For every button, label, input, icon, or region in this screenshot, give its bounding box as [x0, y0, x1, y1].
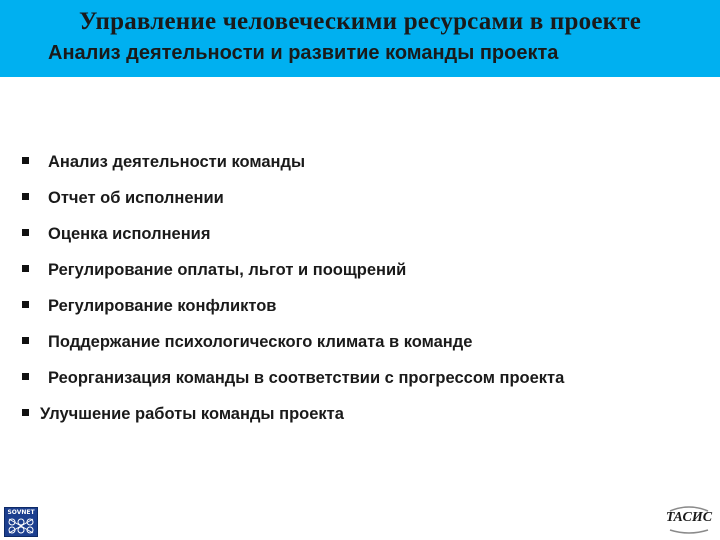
bullet-square-icon	[22, 265, 29, 272]
sovnet-logo	[4, 507, 38, 537]
sovnet-pattern-icon	[7, 517, 35, 535]
list-item-text: Улучшение работы команды проекта	[40, 405, 344, 423]
bullet-square-icon	[22, 373, 29, 380]
sovnet-logo-text: SOVNET	[7, 509, 35, 516]
list-item-text: Отчет об исполнении	[48, 189, 224, 207]
bullet-square-icon	[22, 193, 29, 200]
bullet-square-icon	[22, 337, 29, 344]
slide-title: Управление человеческими ресурсами в проекте	[78, 8, 641, 35]
list-item-text: Регулирование оплаты, льгот и поощрений	[48, 261, 407, 279]
list-item-text: Анализ деятельности команды	[48, 153, 306, 171]
bullet-square-icon	[22, 301, 29, 308]
bullet-square-icon	[22, 409, 29, 416]
bullet-square-icon	[22, 229, 29, 236]
list-item-text: Поддержание психологического климата в команде	[48, 333, 473, 351]
bullet-square-icon	[22, 157, 29, 164]
list-item-text: Оценка исполнения	[48, 225, 211, 243]
list-item-text: Реорганизация команды в соответствии с прогрессом проекта	[48, 369, 565, 387]
tacis-logo-text: ТАСИС	[665, 510, 713, 525]
list-item-text: Регулирование конфликтов	[48, 297, 277, 315]
tacis-logo	[664, 503, 714, 535]
slide-subtitle: Анализ деятельности и развитие команды проекта	[48, 42, 559, 64]
